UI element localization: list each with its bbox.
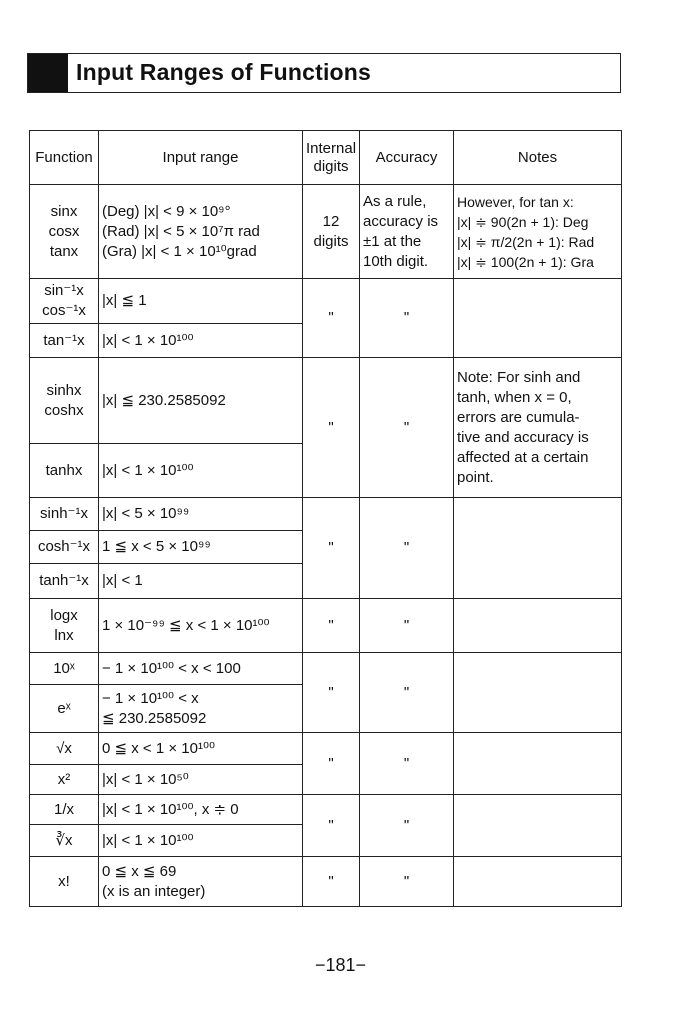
table-row [30,279,622,324]
internal-digits-cell: " [303,795,360,857]
internal-digits-cell: " [303,653,360,733]
table-row [30,653,622,685]
function-cell: cosh⁻¹x [30,531,99,564]
function-cell: tanhx [30,444,99,498]
page-title: Input Ranges of Functions [76,59,372,85]
function-cell: ∛x [30,825,99,857]
accuracy-cell: " [360,279,454,358]
accuracy-cell: " [360,653,454,733]
function-cell: 1/x [30,795,99,825]
function-cell: 10ˣ [30,653,99,685]
page-number: −181− [314,955,367,975]
range-cell: 1 × 10⁻⁹⁹ ≦ x < 1 × 10¹⁰⁰ [99,599,303,653]
range-cell: 1 ≦ x < 5 × 10⁹⁹ [99,531,303,564]
range-cell: |x| ≦ 1 [99,279,303,324]
range-cell: |x| < 1 [99,564,303,599]
accuracy-cell: " [360,599,454,653]
header-notes: Notes [454,131,622,185]
table-row [30,498,622,531]
range-cell: |x| < 1 × 10¹⁰⁰ [99,825,303,857]
function-cell: √x [30,733,99,765]
header-internal-digits: Internal digits [303,131,360,185]
notes-cell [454,653,622,733]
notes-cell [454,498,622,599]
internal-digits-cell: " [303,498,360,599]
notes-cell: However, for tan x: |x| ≑ 90(2n + 1): Deg |x| ≑ π/2(2n + 1): Rad |x| ≑ 100(2n + 1): Gra [454,185,622,279]
internal-digits-cell: " [303,857,360,907]
range-cell: |x| < 1 × 10¹⁰⁰ [99,324,303,358]
table-row [30,358,622,444]
function-cell: tanh⁻¹x [30,564,99,599]
range-cell: |x| ≦ 230.2585092 [99,358,303,444]
accuracy-cell: " [360,733,454,795]
function-cell: x! [30,857,99,907]
function-cell: eˣ [30,685,99,733]
range-cell: |x| < 1 × 10⁵⁰ [99,765,303,795]
internal-digits-cell: " [303,733,360,795]
table-row [30,185,622,279]
accuracy-cell: " [360,857,454,907]
notes-cell [454,733,622,795]
accuracy-cell: " [360,498,454,599]
function-cell: logx lnx [30,599,99,653]
range-cell: 0 ≦ x < 1 × 10¹⁰⁰ [99,733,303,765]
function-cell: sin⁻¹x cos⁻¹x [30,279,99,324]
notes-cell [454,795,622,857]
table-row [30,857,622,907]
function-cell: tan⁻¹x [30,324,99,358]
notes-cell [454,279,622,358]
accuracy-cell: " [360,358,454,498]
function-cell: sinh⁻¹x [30,498,99,531]
table-header-row [30,131,622,185]
heading-marker-block [28,54,68,92]
section-heading [27,53,621,93]
notes-cell [454,857,622,907]
accuracy-cell: As a rule, accuracy is ±1 at the 10th digit. [360,185,454,279]
range-cell: |x| < 5 × 10⁹⁹ [99,498,303,531]
range-cell: 0 ≦ x ≦ 69 (x is an integer) [99,857,303,907]
table-row [30,795,622,825]
table-row [30,733,622,765]
function-cell: sinx cosx tanx [30,185,99,279]
internal-digits-cell: " [303,279,360,358]
header-function: Function [30,131,99,185]
accuracy-cell: " [360,795,454,857]
range-cell: (Deg) |x| < 9 × 10⁹° (Rad) |x| < 5 × 10⁷π rad (Gra) |x| < 1 × 10¹⁰grad [99,185,303,279]
input-ranges-table [29,130,622,907]
function-cell: x² [30,765,99,795]
notes-cell [454,599,622,653]
table-row [30,599,622,653]
range-cell: − 1 × 10¹⁰⁰ < x ≦ 230.2585092 [99,685,303,733]
range-cell: |x| < 1 × 10¹⁰⁰, x ≑ 0 [99,795,303,825]
internal-digits-cell: " [303,599,360,653]
header-input-range: Input range [99,131,303,185]
function-cell: sinhx coshx [30,358,99,444]
internal-digits-cell: " [303,358,360,498]
notes-cell: Note: For sinh and tanh, when x = 0, errors are cumula- tive and accuracy is affected at a certain point. [454,358,622,498]
internal-digits-cell: 12 digits [303,185,360,279]
header-accuracy: Accuracy [360,131,454,185]
range-cell: − 1 × 10¹⁰⁰ < x < 100 [99,653,303,685]
range-cell: |x| < 1 × 10¹⁰⁰ [99,444,303,498]
